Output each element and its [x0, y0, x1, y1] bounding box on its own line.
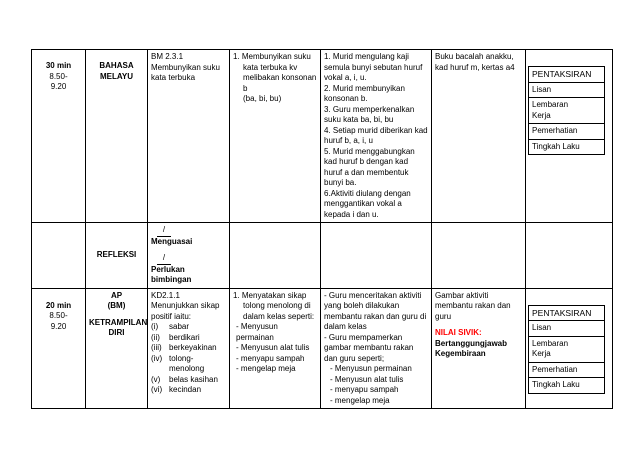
time-start: 8.50- [49, 311, 68, 320]
reflection-mark: / [157, 253, 171, 265]
step-item: - Menyusun alat tulis [330, 374, 404, 384]
list-item: (v) belas kasihan [151, 374, 218, 384]
assessment-header: PENTAKSIRAN [529, 305, 605, 321]
step-item: 2. Murid membunyikan konsonan b. [324, 83, 405, 103]
activity-cell [230, 288, 321, 409]
activity-line: - Menyusun alat tulis [236, 343, 310, 352]
time-cell [32, 288, 86, 409]
steps-cell [321, 50, 432, 223]
activity-line: kata terbuka kv [243, 62, 298, 72]
reflection-label-cell [86, 223, 148, 289]
activity-cell [230, 50, 321, 223]
time-duration: 30 min [45, 61, 72, 70]
standard-text: BM 2.3.1 Membunyikan suku kata terbuka [151, 52, 220, 82]
step-item: - Guru mempamerkan gambar membantu rakan dan guru seperti; [324, 332, 414, 363]
nilai-values: Bertanggungjawab Kegembiraan [435, 338, 508, 358]
subject-line: MELAYU [99, 71, 134, 81]
reflection-empty-cell [526, 223, 613, 289]
resources-text: Gambar aktiviti membantu rakan dan guru [435, 290, 511, 321]
reflection-option-guidance: Perlukan bimbingan [151, 264, 192, 284]
assessment-item: Lembaran Kerja [529, 98, 605, 124]
standard-cell [148, 50, 230, 223]
subject-line: (BM) [107, 301, 126, 310]
step-item: - Menyusun permainan [330, 364, 412, 373]
activity-line: - mengelap meja [236, 364, 296, 373]
subject-line: BAHASA [99, 61, 134, 70]
standard-intro: Menunjukkan sikap positif iaitu: [151, 301, 220, 321]
reflection-empty-cell [432, 223, 526, 289]
assessment-item: Lembaran Kerja [529, 336, 605, 362]
list-item: (i) sabar [151, 322, 190, 331]
activity-line: tolong menolong di [243, 301, 311, 310]
list-item: (vi) kecindan [151, 385, 202, 394]
standard-code: KD2.1.1 [151, 290, 180, 300]
reflection-options-cell [148, 223, 230, 289]
assessment-item: Tingkah Laku [529, 139, 605, 155]
assessment-cell [526, 50, 613, 223]
time-start: 8.50- [49, 71, 68, 81]
step-item: 1. Murid mengulang kaji semula bunyi sebutan huruf vokal a, i, u. [324, 52, 423, 82]
assessment-header: PENTAKSIRAN [529, 67, 605, 83]
assessment-item: Lisan [529, 82, 605, 98]
table-row [32, 50, 613, 223]
nilai-label: NILAI SIVIK: [435, 328, 482, 337]
list-item: (iii) berkeyakinan [151, 343, 217, 352]
reflection-empty-cell [321, 223, 432, 289]
step-item: - menyapu sampah [330, 385, 399, 394]
step-item: - mengelap meja [330, 395, 390, 405]
resources-cell [432, 288, 526, 409]
assessment-item: Pemerhatian [529, 124, 605, 140]
subject-line: AP [110, 290, 123, 300]
resources-cell [432, 50, 526, 223]
step-item: 3. Guru memperkenalkan suku kata ba, bi, bu [324, 104, 415, 124]
assessment-box [528, 305, 605, 394]
time-end: 9.20 [50, 321, 67, 331]
activity-line: - Menyusun permainan [236, 322, 278, 342]
standard-cell [148, 288, 230, 409]
steps-cell [321, 288, 432, 409]
step-item: - Guru menceritakan aktiviti yang boleh dilakukan membantu rakan dan guru di dalam kelas [324, 290, 427, 331]
assessment-cell [526, 288, 613, 409]
list-item: (ii) berdikari [151, 332, 200, 342]
activity-line: (ba, bi, bu) [243, 94, 282, 103]
resources-text: Buku bacalah anakku, kad huruf m, kertas a4 [435, 52, 515, 72]
subject-line: DIRI [108, 328, 125, 337]
assessment-item: Pemerhatian [529, 362, 605, 378]
table-row [32, 288, 613, 409]
subject-cell [86, 288, 148, 409]
subject-line: KETRAMPILAN [89, 317, 148, 327]
reflection-row [32, 223, 613, 289]
step-item: 6.Aktiviti diulang dengan menggantikan vokal a kepada i dan u. [324, 188, 411, 219]
reflection-mark: / [157, 225, 171, 237]
subject-cell [86, 50, 148, 223]
assessment-item: Tingkah Laku [529, 378, 605, 394]
step-item: 5. Murid menggabungkan kad huruf b dengan kad huruf a dan membentuk bunyi ba. [324, 146, 415, 187]
activity-line: dalam kelas seperti: [243, 311, 315, 321]
time-duration: 20 min [45, 300, 72, 310]
time-end: 9.20 [50, 82, 67, 91]
reflection-time-cell [32, 223, 86, 289]
list-item: (iv) tolong-menolong [151, 353, 205, 373]
reflection-label: REFLEKSI [96, 250, 137, 259]
time-cell [32, 50, 86, 223]
reflection-option-mastered: Menguasai [151, 236, 193, 246]
activity-line: 1. Membunyikan suku [233, 52, 311, 61]
activity-line: melibakan konsonan b [243, 73, 317, 93]
reflection-empty-cell [230, 223, 321, 289]
activity-line: - menyapu sampah [236, 353, 305, 363]
activity-line: 1. Menyatakan sikap [233, 290, 307, 300]
assessment-item: Lisan [529, 321, 605, 337]
step-item: 4. Setiap murid diberikan kad huruf b, a, i, u [324, 125, 428, 145]
assessment-box [528, 66, 605, 155]
values-list [151, 322, 226, 396]
lesson-plan-table [31, 49, 613, 409]
